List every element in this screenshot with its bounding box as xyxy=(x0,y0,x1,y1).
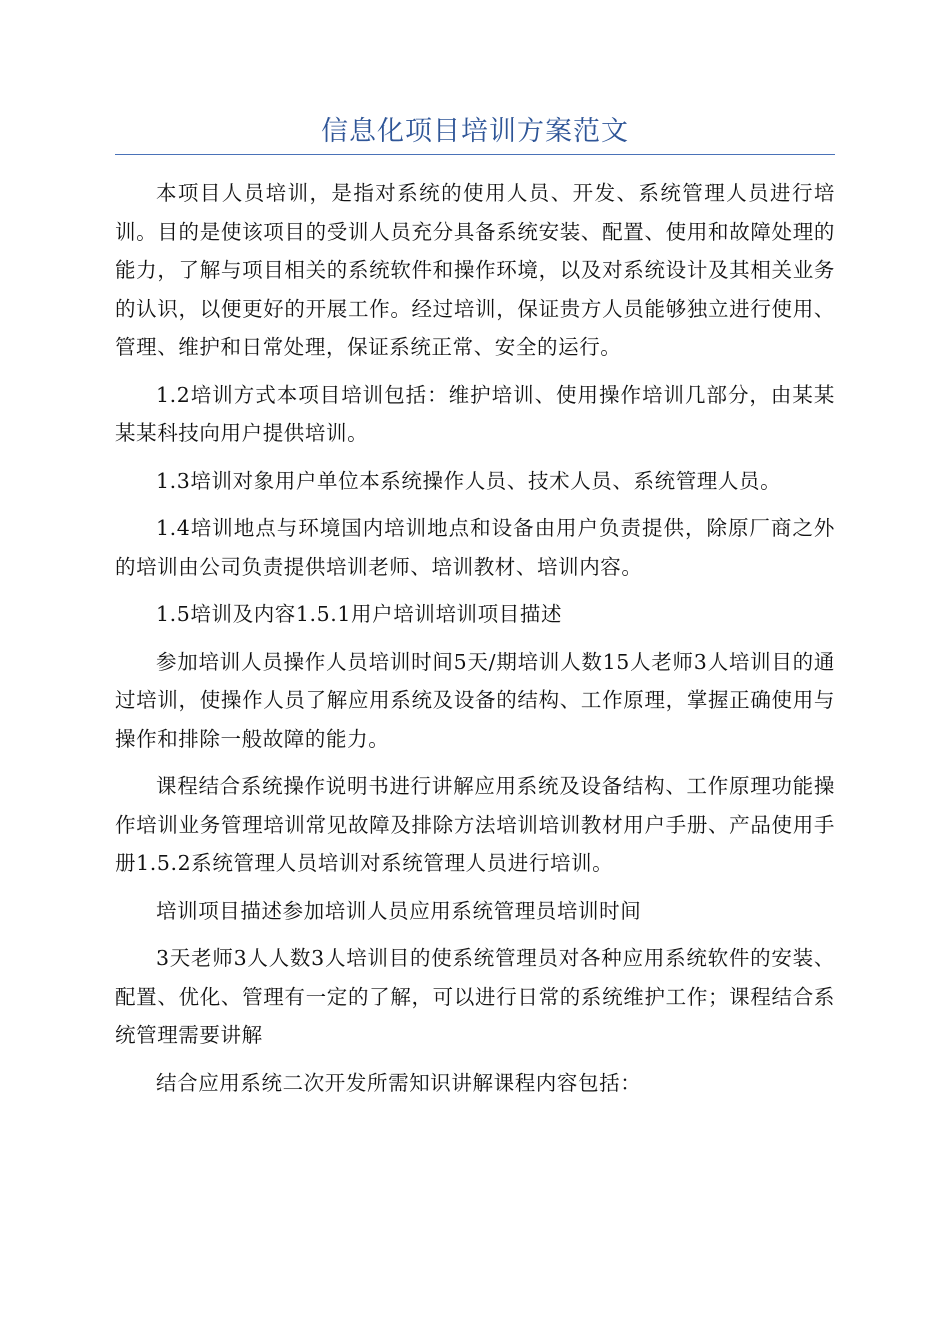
paragraph-course-content: 结合应用系统二次开发所需知识讲解课程内容包括： xyxy=(156,1070,642,1095)
paragraph-admin-details: 3天老师3人人数3人培训目的使系统管理员对各种应用系统软件的安装、配置、优化、管理有一定的了解，可以进行日常的系统维护工作；课程结合系统管理需要讲解 xyxy=(115,946,835,1047)
paragraph-training-content: 1.5培训及内容1.5.1用户培训培训项目描述 xyxy=(156,602,563,626)
document-title: 信息化项目培训方案范文 xyxy=(321,116,629,147)
title-underline xyxy=(115,154,835,155)
document-body xyxy=(115,174,835,1111)
paragraph-training-location: 1.4培训地点与环境国内培训地点和设备由用户负责提供，除原厂商之外的培训由公司负责提供培训老师、培训教材、培训内容。 xyxy=(115,516,835,579)
paragraph-training-target: 1.3培训对象用户单位本系统操作人员、技术人员、系统管理人员。 xyxy=(156,468,782,493)
paragraph-course: 课程结合系统操作说明书进行讲解应用系统及设备结构、工作原理功能操作培训业务管理培训常见故障及排除方法培训培训教材用户手册、产品使用手册1.5.2系统管理人员培训对系统管理人员进行培训。 xyxy=(115,774,835,875)
paragraph-admin-training: 培训项目描述参加培训人员应用系统管理员培训时间 xyxy=(156,898,642,923)
paragraph-operator-training: 参加培训人员操作人员培训时间5天/期培训人数15人老师3人培训目的通过培训，使操作人员了解应用系统及设备的结构、工作原理，掌握正确使用与操作和排除一般故障的能力。 xyxy=(115,649,835,751)
paragraph-intro: 本项目人员培训，是指对系统的使用人员、开发、系统管理人员进行培训。目的是使该项目的受训人员充分具备系统安装、配置、使用和故障处理的能力，了解与项目相关的系统软件和操作环境，以及对系统设计及其相关业务的认识，以便更好的开展工作。经过培训，保证贵方人员能够独立进行使用、管理、维护和日常处理，保证系统正常、安全的运行。 xyxy=(115,181,835,359)
paragraph-training-method: 1.2培训方式本项目培训包括：维护培训、使用操作培训几部分，由某某某某科技向用户提供培训。 xyxy=(115,382,835,445)
